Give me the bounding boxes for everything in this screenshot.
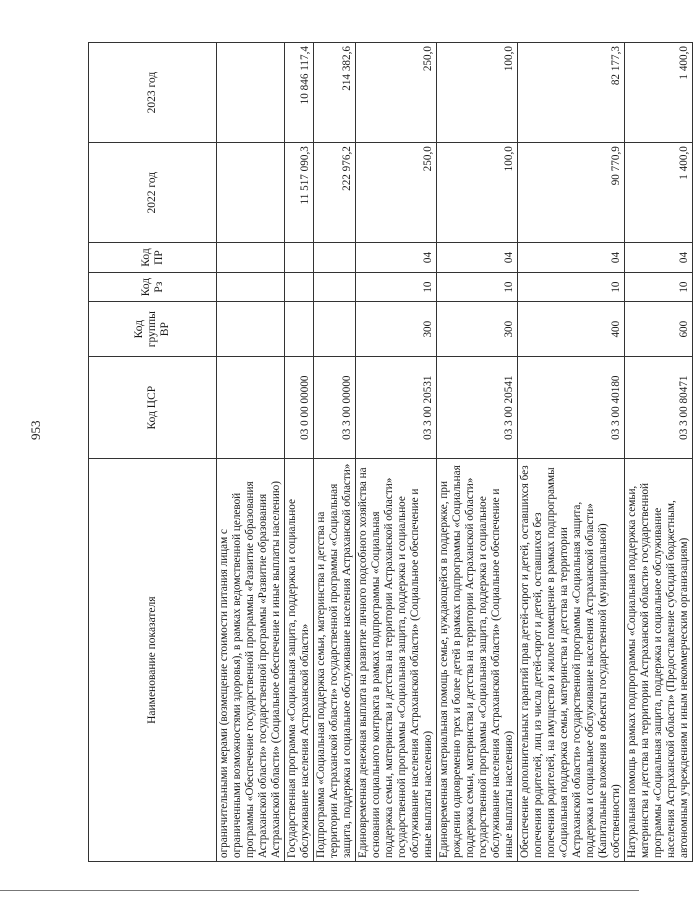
row-2023: 82 177,3 bbox=[518, 43, 625, 143]
row-name: Обеспечение дополнительных гарантий прав детей-сирот и детей, оставшихся без попечения родителей, лиц из числа детей-сирот и детей, оставшихся без попечения родителей, на имущество и жилое помещение в рамках подпрограммы «Социальная поддержка семьи, материнства и детства на территории Астраханской области» государственной программы «Социальная защита, поддержка и социальное обслуживание населения Астраханской области» (Капитальные вложения в объекты государственной (муниципальной) собственности) bbox=[518, 459, 625, 862]
rotated-table-container bbox=[88, 42, 690, 862]
row-name: Единовременная денежная выплата на развитие личного подсобного хозяйства на основании социального контракта в рамках подпрограммы «Социальная поддержка семьи, материнства и детства на территории Астраханской области» государственной программы «Социальная защита, поддержка и социальное обслуживание населения Астраханской области» (Социальное обеспечение и иные выплаты населению) bbox=[356, 459, 437, 862]
header-2022: 2022 год bbox=[89, 143, 217, 243]
row-vr bbox=[217, 302, 285, 357]
row-pr: 04 bbox=[437, 243, 518, 273]
row-2022: 1 400,0 bbox=[625, 143, 693, 243]
table-row bbox=[314, 43, 356, 862]
table-row bbox=[217, 43, 285, 862]
row-csr: 03 3 00 40180 bbox=[518, 356, 625, 458]
row-pr: 04 bbox=[625, 243, 693, 273]
row-csr bbox=[217, 356, 285, 458]
row-rz: 10 bbox=[356, 272, 437, 302]
row-2023: 250,0 bbox=[356, 43, 437, 143]
header-rz: Код Рз bbox=[89, 272, 217, 302]
row-2022: 90 770,9 bbox=[518, 143, 625, 243]
table-row bbox=[285, 43, 314, 862]
row-vr bbox=[314, 302, 356, 357]
row-vr: 600 bbox=[625, 302, 693, 357]
table-row bbox=[356, 43, 437, 862]
row-2023 bbox=[217, 43, 285, 143]
row-name: Натуральная помощь в рамках подпрограммы «Социальная поддержка семьи, материнства и детства на территории Астраханской области» государственной программы «Социальная защита, поддержка и социальное обслуживание населения Астраханской области» (Предоставление субсидий бюджетным, автономным учреждениям и иным некоммерческим организациям) bbox=[625, 459, 693, 862]
header-pr: Код ПР bbox=[89, 243, 217, 273]
row-2022: 250,0 bbox=[356, 143, 437, 243]
row-rz bbox=[314, 272, 356, 302]
header-2023: 2023 год bbox=[89, 43, 217, 143]
row-name: Подпрограмма «Социальная поддержка семьи, материнства и детства на территории Астраханской области» государственной программы «Социальная защита, поддержка и социальное обслуживание населения Астраханской области» bbox=[314, 459, 356, 862]
row-csr: 03 3 00 20541 bbox=[437, 356, 518, 458]
row-pr bbox=[217, 243, 285, 273]
row-rz: 10 bbox=[625, 272, 693, 302]
row-2022: 11 517 090,3 bbox=[285, 143, 314, 243]
row-name: Государственная программа «Социальная защита, поддержка и социальное обслуживание населения Астраханской области» bbox=[285, 459, 314, 862]
row-csr: 03 3 00 20531 bbox=[356, 356, 437, 458]
page-number: 953 bbox=[28, 420, 43, 440]
table-header-row bbox=[89, 43, 217, 862]
header-vr: Код группы ВР bbox=[89, 302, 217, 357]
row-pr bbox=[314, 243, 356, 273]
row-2022: 222 976,2 bbox=[314, 143, 356, 243]
row-2022 bbox=[217, 143, 285, 243]
row-vr: 400 bbox=[518, 302, 625, 357]
row-vr bbox=[285, 302, 314, 357]
row-csr: 03 3 00 80471 bbox=[625, 356, 693, 458]
row-2023: 100,0 bbox=[437, 43, 518, 143]
table-row bbox=[625, 43, 693, 862]
row-2022: 100,0 bbox=[437, 143, 518, 243]
row-2023: 214 382,6 bbox=[314, 43, 356, 143]
row-pr bbox=[285, 243, 314, 273]
row-2023: 1 400,0 bbox=[625, 43, 693, 143]
header-csr: Код ЦСР bbox=[89, 356, 217, 458]
row-name: Единовременная материальная помощь семье, нуждающейся в поддержке, при рождении одновременно трех и более детей в рамках подпрограммы «Социальная поддержка семьи, материнства и детства на территории Астраханской области» государственной программы «Социальная защита, поддержка и социальное обслуживание населения Астраханской области» (Социальное обеспечение и иные выплаты населению) bbox=[437, 459, 518, 862]
row-pr: 04 bbox=[518, 243, 625, 273]
row-rz bbox=[285, 272, 314, 302]
row-vr: 300 bbox=[437, 302, 518, 357]
page-bottom-line bbox=[0, 890, 639, 891]
row-csr: 03 0 00 00000 bbox=[285, 356, 314, 458]
table-row bbox=[437, 43, 518, 862]
row-2023: 10 846 117,4 bbox=[285, 43, 314, 143]
row-rz bbox=[217, 272, 285, 302]
row-name: ограничительными мерами (возмещение стоимости питания лицам с ограниченными возможностями здоровья), в рамках ведомственной целевой программы «Обеспечение государственной программы «Развитие образования Астраханской области» государственной программы «Развитие образования Астраханской области» (Социальное обеспечение и иные выплаты населению) bbox=[217, 459, 285, 862]
row-rz: 10 bbox=[518, 272, 625, 302]
row-pr: 04 bbox=[356, 243, 437, 273]
header-name: Наименование показателя bbox=[89, 459, 217, 862]
row-csr: 03 3 00 00000 bbox=[314, 356, 356, 458]
row-rz: 10 bbox=[437, 272, 518, 302]
row-vr: 300 bbox=[356, 302, 437, 357]
table-row bbox=[518, 43, 625, 862]
budget-table bbox=[88, 42, 693, 862]
